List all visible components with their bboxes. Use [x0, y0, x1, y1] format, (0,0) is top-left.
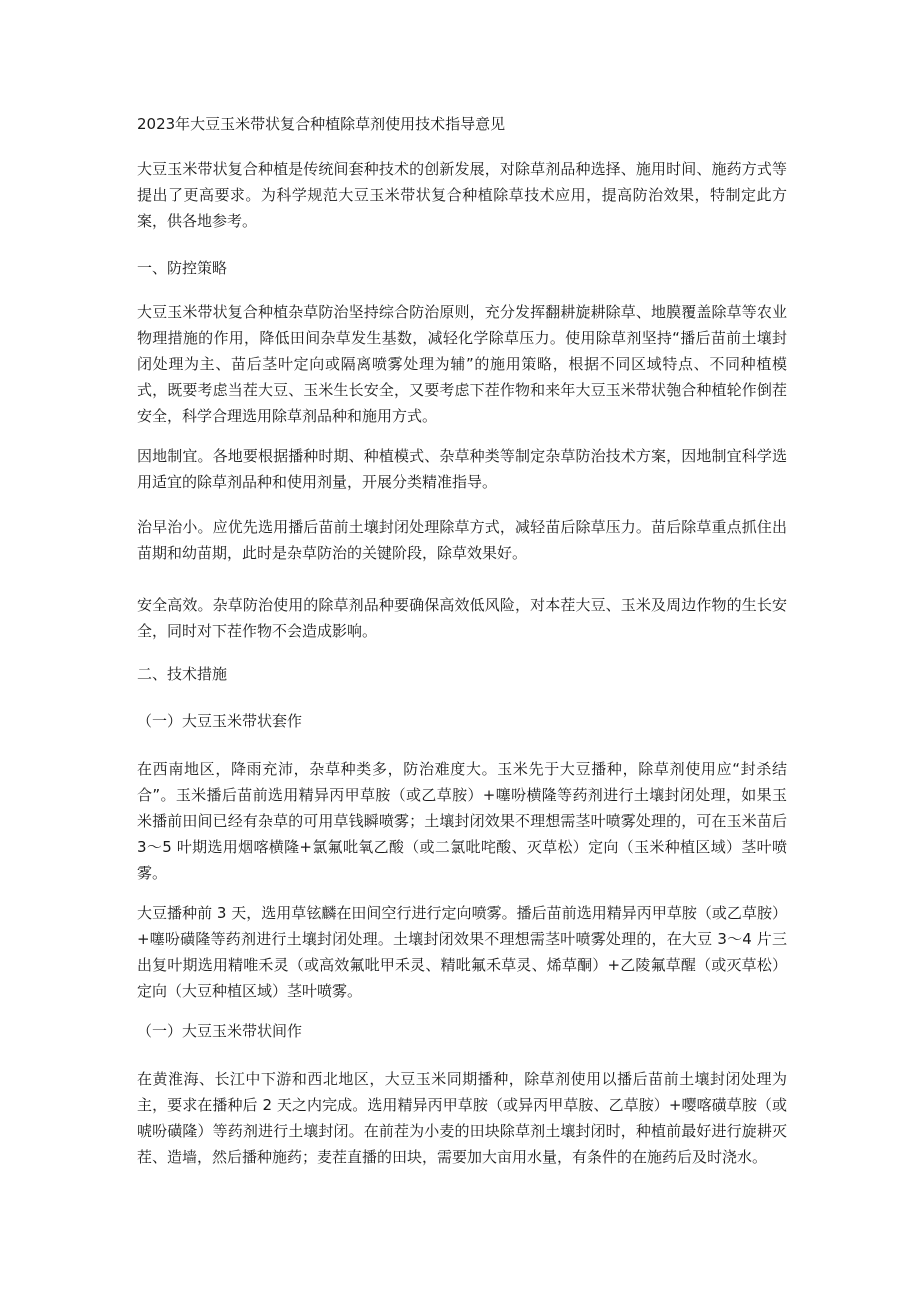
subsection-heading-intercrop: （一）大豆玉米带状间作: [137, 1022, 303, 1040]
section-heading-measures: 二、技术措施: [137, 665, 228, 683]
subsection-heading-relay: （一）大豆玉米带状套作: [137, 712, 303, 730]
section-heading-strategy: 一、防控策略: [137, 259, 228, 277]
principle-safe-paragraph: 安全高效。杂草防治使用的除草剂品种要确保高效低风险，对本茬大豆、玉米及周边作物的生长安全，同时对下茬作物不会造成影响。: [137, 596, 787, 640]
relay-corn-paragraph: 在西南地区，降雨充沛，杂草种类多，防治难度大。玉米先于大豆播种，除草剂使用应“封杀结合”。玉米播后苗前选用精异丙甲草胺（或乙草胺）+噻吩横隆等药剂进行土壤封闭处理，如果玉米播前田间已经有杂草的可用草钱瞬喷雾；土壤封闭效果不理想需茎叶喷雾处理的，可在玉米苗后 3～5 叶期选用烟喀横隆+氯氟吡氧乙酸（或二氯吡咤酸、灭草松）定向（玉米种植区域）茎叶喷雾。: [137, 760, 787, 882]
intercrop-paragraph: 在黄淮海、长江中下游和西北地区，大豆玉米同期播种，除草剂使用以播后苗前土壤封闭处理为主，要求在播种后 2 天之内完成。选用精异丙甲草胺（或异丙甲草胺、乙草胺）+嘤喀磺草胺（或唬吩磺隆）等药剂进行土壤封闭。在前茬为小麦的田块除草剂土壤封闭时，种植前最好进行旋耕灭茬、造墙，然后播种施药；麦茬直播的田块，需要加大亩用水量，有条件的在施药后及时浇水。: [137, 1070, 787, 1166]
principle-local-paragraph: 因地制宜。各地要根据播种时期、种植模式、杂草种类等制定杂草防治技术方案，因地制宜科学选用适宜的除草剂品种和使用剂量，开展分类精准指导。: [137, 447, 787, 491]
principle-early-paragraph: 治早治小。应优先选用播后苗前土壤封闭处理除草方式，减轻苗后除草压力。苗后除草重点抓住出苗期和幼苗期，此时是杂草防治的关键阶段，除草效果好。: [137, 518, 787, 562]
relay-soybean-paragraph: 大豆播种前 3 天，选用草铉麟在田间空行进行定向喷雾。播后苗前选用精异丙甲草胺（或乙草胺）+噻吩磺隆等药剂进行土壤封闭处理。土壤封闭效果不理想需茎叶喷雾处理的，在大豆 3～4 片三出复叶期选用精唯禾灵（或高效氟吡甲禾灵、精吡氟禾草灵、烯草酮）+乙陵氟草醒（或灭草松）定向（大豆种植区域）茎叶喷雾。: [137, 904, 787, 1000]
strategy-paragraph: 大豆玉米带状复合种植杂草防治坚持综合防治原则，充分发挥翻耕旋耕除草、地膜覆盖除草等农业物理措施的作用，降低田间杂草发生基数，减轻化学除草压力。使用除草剂坚持“播后苗前土壤封闭处理为主、苗后茎叶定向或隔离喷雾处理为辅”的施用策略，根据不同区域特点、不同种植模式，既要考虑当茬大豆、玉米生长安全，又要考虑下茬作物和来年大豆玉米带状匏合种植轮作倒茬安全，科学合理选用除草剂品种和施用方式。: [137, 303, 787, 425]
document-title: 2023年大豆玉米带状复合种植除草剂使用技术指导意见: [137, 115, 506, 133]
intro-paragraph: 大豆玉米带状复合种植是传统间套种技术的创新发展，对除草剂品种选择、施用时间、施药方式等提出了更高要求。为科学规范大豆玉米带状复合种植除草技术应用，提高防治效果，特制定此方案，供各地参考。: [137, 160, 787, 230]
